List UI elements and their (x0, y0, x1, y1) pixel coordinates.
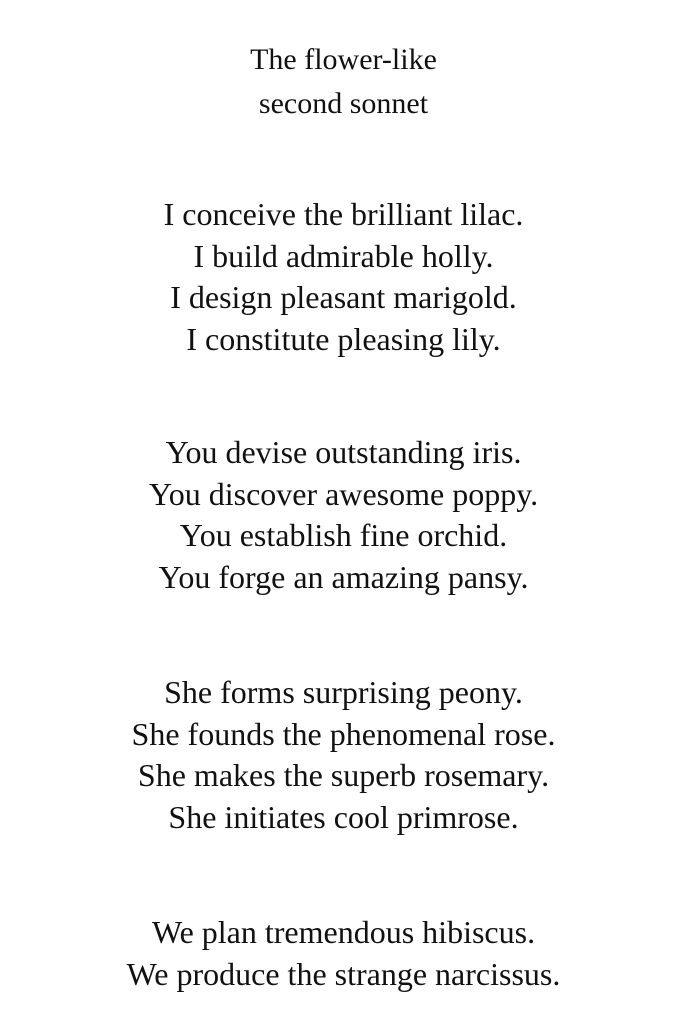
stanza-4 (0, 912, 687, 995)
verse-line: I design pleasant marigold. (170, 279, 517, 315)
verse-line: I conceive the brilliant lilac. (163, 196, 524, 232)
stanza-3 (0, 672, 687, 838)
stanza-2 (0, 432, 687, 598)
stanza-1 (0, 194, 687, 360)
title-line: The flower-like (250, 43, 437, 76)
poem-title (0, 38, 687, 126)
verse-line: You forge an amazing pansy. (158, 558, 529, 595)
verse-line: We produce the strange narcissus. (126, 955, 561, 992)
verse-line: You devise outstanding iris. (165, 434, 522, 470)
verse-line: She initiates cool primrose. (168, 798, 519, 835)
verse-line: I constitute pleasing lily. (186, 320, 501, 357)
verse-line: She makes the superb rosemary. (137, 757, 550, 793)
verse-line: I build admirable holly. (193, 237, 494, 274)
verse-line: She founds the phenomenal rose. (131, 715, 556, 752)
verse-line: You establish fine orchid. (179, 517, 508, 553)
verse-line: You discover awesome poppy. (148, 475, 539, 512)
verse-line: We plan tremendous hibiscus. (151, 914, 536, 950)
title-line: second sonnet (258, 87, 429, 120)
verse-line: She forms surprising peony. (164, 674, 523, 710)
